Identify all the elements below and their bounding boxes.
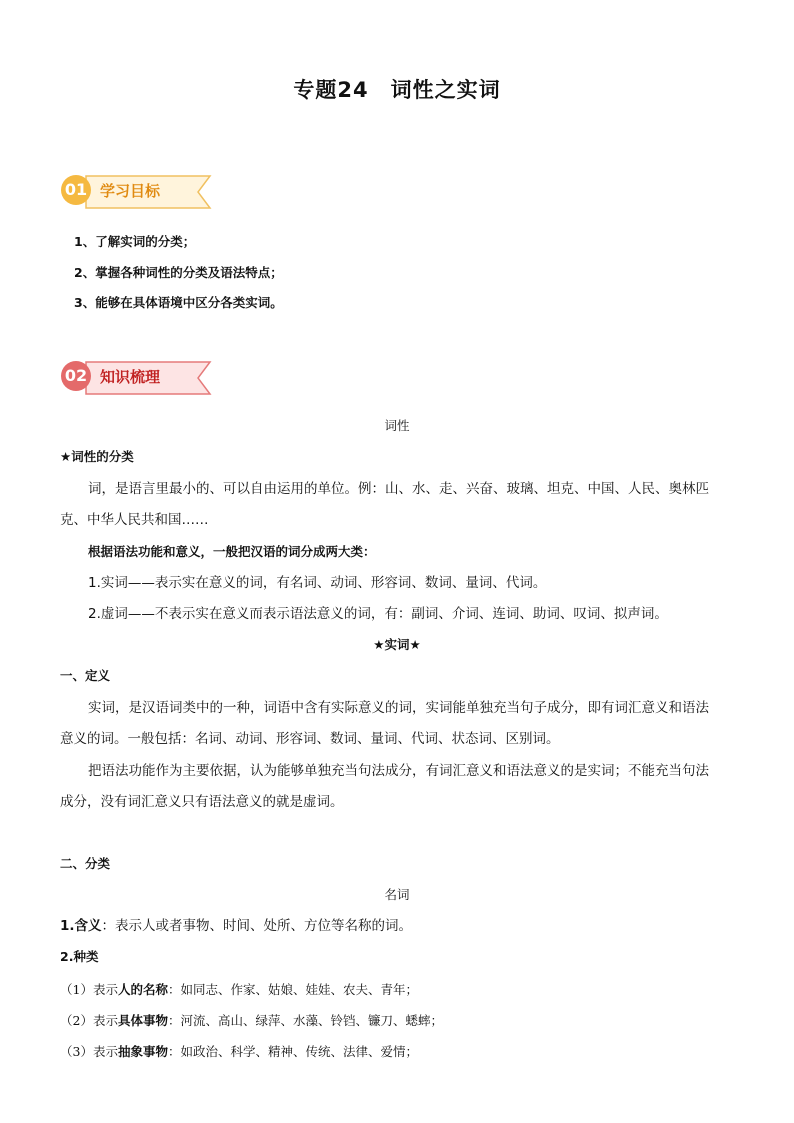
subsection-heading: 2.种类	[60, 949, 99, 964]
definition-text: ：表示人或者事物、时间、处所、方位等名称的词。	[101, 918, 413, 934]
definition-label: 1.含义	[60, 918, 102, 934]
banner-label: 学习目标	[100, 182, 161, 200]
kind-text: ：如同志、作家、姑娘、娃娃、农夫、青年；	[167, 982, 418, 997]
section-heading: 二、分类	[60, 856, 111, 871]
definition-line	[60, 918, 412, 934]
heading-shici: ★实词★	[373, 637, 421, 652]
goal-item: 2、掌握各种词性的分类及语法特点；	[74, 265, 283, 280]
kind-text: ：河流、高山、绿萍、水藻、铃铛、镰刀、蟋蟀；	[167, 1013, 443, 1028]
paragraph-line: 意义的词。一般包括：名词、动词、形容词、数词、量词、代词、状态词、区别词。	[60, 731, 560, 747]
kind-prefix: （2）表示	[60, 1013, 118, 1028]
paragraph-line: 把语法功能作为主要依据，认为能够单独充当句法成分，有词汇意义和语法意义的是实词；不能充当句法	[88, 763, 709, 779]
kind-prefix: （3）表示	[60, 1044, 118, 1059]
goal-item: 1、了解实词的分类；	[74, 234, 196, 249]
section-heading: 一、定义	[60, 668, 111, 683]
list-item: 2.虚词——不表示实在意义而表示语法意义的词，有：副词、介词、连词、助词、叹词、拟声词。	[88, 606, 668, 622]
heading-mingci: 名词	[384, 887, 410, 902]
goal-item: 3、能够在具体语境中区分各类实词。	[74, 295, 283, 310]
paragraph-bold: 根据语法功能和意义，一般把汉语的词分成两大类：	[88, 544, 376, 559]
section-banner-goals	[60, 172, 220, 214]
kind-item	[60, 1013, 443, 1029]
kind-item	[60, 1044, 418, 1060]
section-banner-knowledge	[60, 358, 220, 400]
paragraph-line: 词，是语言里最小的、可以自由运用的单位。例：山、水、走、兴奋、玻璃、坦克、中国、人民、奥林匹	[88, 481, 709, 497]
kind-text: ：如政治、科学、精神、传统、法律、爱情；	[167, 1044, 418, 1059]
kind-keyword: 抽象事物	[117, 1044, 168, 1059]
paragraph-line: 实词，是汉语词类中的一种，词语中含有实际意义的词，实词能单独充当句子成分，即有词汇意义和语法	[88, 700, 709, 716]
banner-number: 02	[64, 366, 88, 385]
heading-cixing: 词性	[384, 418, 410, 433]
paragraph-line: 克、中华人民共和国……	[60, 512, 209, 528]
kind-prefix: （1）表示	[60, 982, 118, 997]
heading-fenlei: ★词性的分类	[60, 449, 134, 464]
banner-number: 01	[64, 180, 88, 199]
kind-keyword: 人的名称	[117, 982, 168, 997]
paragraph-line: 成分，没有词汇意义只有语法意义的就是虚词。	[60, 794, 344, 810]
kind-item	[60, 982, 418, 998]
banner-label: 知识梳理	[100, 368, 161, 386]
page-title: 专题24 词性之实词	[293, 78, 501, 102]
kind-keyword: 具体事物	[117, 1013, 168, 1028]
list-item: 1.实词——表示实在意义的词，有名词、动词、形容词、数词、量词、代词。	[88, 575, 547, 591]
